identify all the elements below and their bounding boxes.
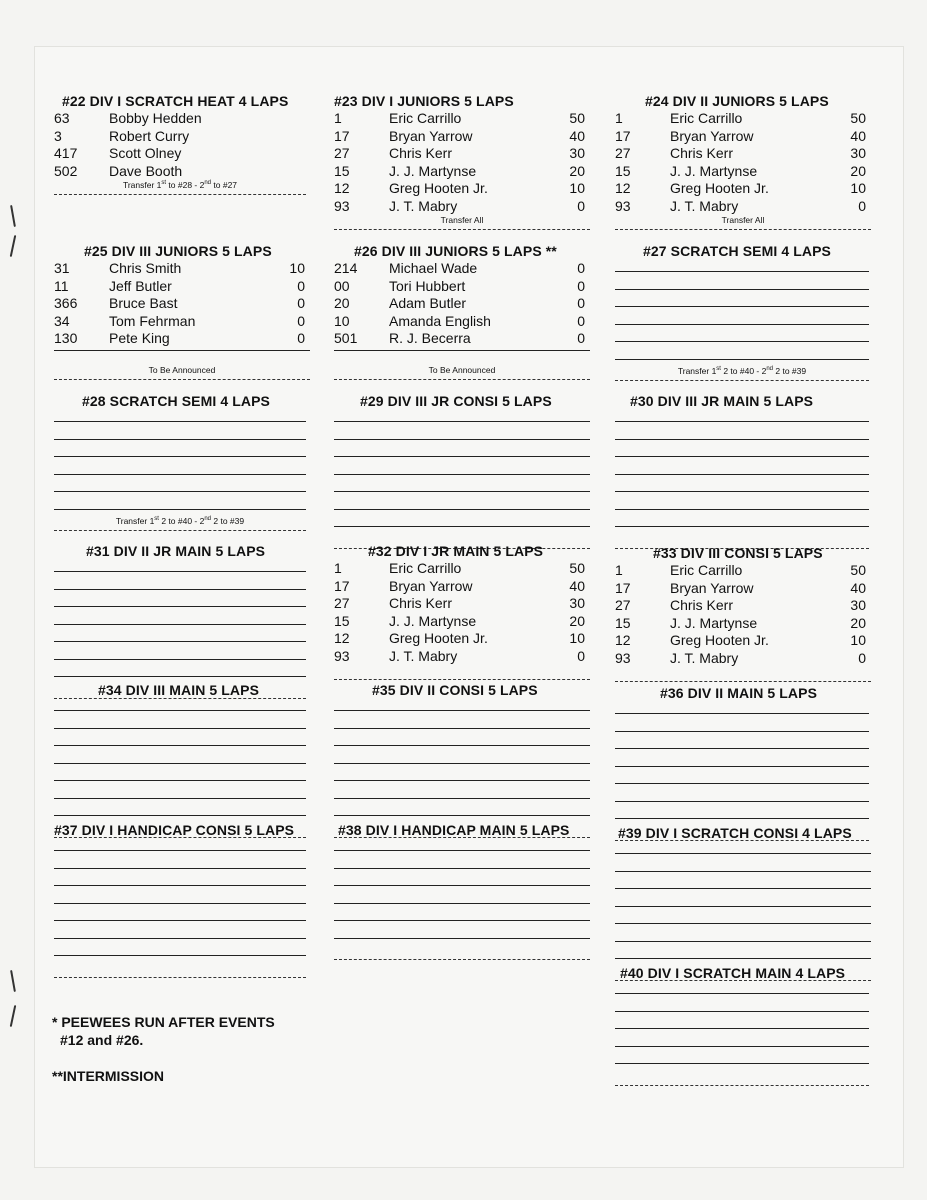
binder-mark: [10, 205, 16, 227]
blank-entry-line: [615, 359, 869, 360]
rider-number: 17: [615, 127, 631, 144]
section-divider: [615, 229, 871, 230]
rider-number: 17: [615, 579, 631, 596]
rider-number: 93: [334, 197, 350, 214]
rider-points: 10: [569, 180, 585, 196]
blank-entry-line: [615, 888, 871, 889]
rider-points: 10: [569, 630, 585, 646]
blank-entry-line: [334, 526, 590, 527]
blank-entry-line: [615, 439, 869, 440]
blank-entry-line: [615, 1011, 869, 1012]
rider-points: 30: [569, 595, 585, 611]
blank-entry-line: [334, 474, 590, 475]
rider-number: 11: [54, 277, 69, 294]
blank-entry-line: [54, 474, 306, 475]
rider-row: [334, 110, 590, 127]
rider-row: [334, 198, 590, 215]
rider-row: [615, 198, 871, 215]
blank-entry-line: [615, 958, 871, 959]
rider-number: 417: [54, 145, 78, 161]
rider-number: 12: [334, 180, 350, 196]
blank-entry-line: [615, 853, 871, 854]
binder-mark: [10, 1005, 17, 1027]
event-title: #28 SCRATCH SEMI 4 LAPS: [82, 393, 270, 409]
rider-number: 63: [54, 110, 70, 126]
footnote-intermission: **INTERMISSION: [52, 1068, 165, 1084]
rider-points: 0: [858, 197, 866, 214]
rider-number: 1: [615, 110, 623, 126]
section-divider: [615, 380, 869, 381]
rider-row: [615, 145, 871, 162]
blank-entry-line: [54, 955, 306, 956]
event-title: #38 DIV I HANDICAP MAIN 5 LAPS: [338, 822, 570, 838]
rider-row: [615, 615, 871, 632]
rider-number: 17: [334, 577, 350, 594]
blank-entry-line: [334, 885, 590, 886]
event-title: #25 DIV III JUNIORS 5 LAPS: [84, 243, 272, 259]
rider-name: Michael Wade: [389, 260, 478, 276]
blank-entry-line: [615, 474, 869, 475]
blank-entry-line: [54, 938, 306, 939]
blank-entry-line: [615, 766, 869, 767]
rider-points: 30: [850, 597, 866, 613]
rider-points: 10: [850, 632, 866, 648]
rider-row: [615, 580, 871, 597]
rider-name: Jeff Butler: [109, 277, 172, 294]
rider-points: 0: [858, 649, 866, 666]
rider-name: Pete King: [109, 330, 170, 346]
rider-name: Eric Carrillo: [670, 562, 743, 578]
blank-entry-line: [54, 780, 306, 781]
rider-row: [615, 163, 871, 180]
section-divider: [334, 959, 590, 960]
blank-entry-line: [334, 868, 590, 869]
blank-entry-line: [54, 815, 306, 816]
section-divider: [334, 379, 590, 380]
blank-entry-line: [334, 903, 590, 904]
blank-entry-line: [54, 589, 306, 590]
blank-entry-line: [615, 783, 869, 784]
rider-name: Bryan Yarrow: [389, 577, 473, 594]
rider-row: [334, 260, 590, 277]
rider-points: 0: [297, 312, 305, 329]
event-title: #35 DIV II CONSI 5 LAPS: [372, 682, 538, 698]
rider-number: 502: [54, 162, 78, 179]
transfer-note: To Be Announced: [148, 365, 216, 375]
rider-name: Tori Hubbert: [389, 277, 466, 294]
rider-points: 30: [569, 145, 585, 161]
rider-number: 20: [334, 295, 350, 311]
rider-number: 15: [615, 162, 631, 179]
blank-entry-line: [615, 271, 869, 272]
blank-entry-line: [615, 526, 869, 527]
rider-name: J. J. Martynse: [389, 162, 477, 179]
rider-name: J. T. Mabry: [389, 647, 458, 664]
blank-entry-line: [54, 350, 310, 351]
blank-entry-line: [615, 731, 869, 732]
rider-points: 30: [850, 145, 866, 161]
event-title: #26 DIV III JUNIORS 5 LAPS **: [354, 243, 557, 259]
rider-points: 50: [850, 562, 866, 578]
rider-name: Chris Kerr: [389, 145, 453, 161]
rider-name: Robert Curry: [109, 127, 190, 144]
rider-name: J. T. Mabry: [670, 649, 739, 666]
blank-entry-line: [334, 710, 590, 711]
event-title: #34 DIV III MAIN 5 LAPS: [98, 682, 260, 698]
blank-entry-line: [334, 780, 590, 781]
footnote-peewees-line1: * PEEWEES RUN AFTER EVENTS: [52, 1014, 275, 1030]
blank-entry-line: [615, 993, 869, 994]
rider-row: [334, 560, 590, 577]
blank-entry-line: [54, 456, 306, 457]
rider-row: [615, 632, 871, 649]
rider-number: 1: [334, 560, 342, 576]
blank-entry-line: [334, 920, 590, 921]
rider-points: 0: [577, 330, 585, 346]
event-title: #31 DIV II JR MAIN 5 LAPS: [86, 543, 266, 559]
rider-name: Amanda English: [389, 312, 491, 329]
rider-row: [334, 578, 590, 595]
blank-entry-line: [54, 659, 306, 660]
rider-number: 27: [615, 597, 631, 613]
section-divider: [54, 977, 306, 978]
rider-points: 50: [850, 110, 866, 126]
rider-name: Bryan Yarrow: [389, 127, 473, 144]
rider-name: Chris Kerr: [389, 595, 453, 611]
footnote-peewees-line2: #12 and #26.: [60, 1032, 144, 1048]
rider-row: [334, 128, 590, 145]
event-title: #33 DIV III CONSI 5 LAPS: [653, 545, 823, 561]
section-divider: [615, 681, 871, 682]
rider-number: 93: [615, 649, 631, 666]
blank-entry-line: [615, 306, 869, 307]
rider-row: [54, 313, 310, 330]
rider-row: [54, 278, 310, 295]
rider-number: 366: [54, 295, 78, 311]
rider-row: [615, 110, 871, 127]
rider-points: 40: [569, 577, 585, 594]
rider-number: 1: [615, 562, 623, 578]
blank-entry-line: [54, 710, 306, 711]
event-title: #40 DIV I SCRATCH MAIN 4 LAPS: [620, 965, 846, 981]
blank-entry-line: [54, 571, 306, 572]
rider-row: [615, 597, 871, 614]
blank-entry-line: [54, 676, 306, 677]
rider-name: Chris Smith: [109, 260, 182, 276]
transfer-note: Transfer 1st to #28 - 2nd to #27: [122, 180, 238, 190]
rider-number: 12: [334, 630, 350, 646]
blank-entry-line: [615, 801, 869, 802]
rider-points: 0: [297, 295, 305, 311]
event-title: #37 DIV I HANDICAP CONSI 5 LAPS: [54, 822, 295, 838]
rider-points: 20: [569, 162, 585, 179]
binder-mark: [10, 235, 17, 257]
rider-row: [54, 260, 310, 277]
blank-entry-line: [615, 1028, 869, 1029]
blank-entry-line: [334, 491, 590, 492]
blank-entry-line: [54, 745, 306, 746]
blank-entry-line: [54, 798, 306, 799]
rider-points: 0: [577, 197, 585, 214]
transfer-note: Transfer All: [440, 215, 484, 225]
event-title: #22 DIV I SCRATCH HEAT 4 LAPS: [62, 93, 289, 109]
event-title: #39 DIV I SCRATCH CONSI 4 LAPS: [618, 825, 852, 841]
blank-entry-line: [615, 713, 869, 714]
transfer-note: To Be Announced: [428, 365, 496, 375]
rider-row: [334, 595, 590, 612]
rider-number: 34: [54, 312, 70, 329]
rider-number: 15: [334, 162, 350, 179]
rider-row: [334, 163, 590, 180]
rider-name: Chris Kerr: [670, 145, 734, 161]
blank-entry-line: [615, 289, 869, 290]
rider-row: [334, 180, 590, 197]
rider-name: Bruce Bast: [109, 295, 178, 311]
rider-points: 10: [850, 180, 866, 196]
rider-number: 12: [615, 180, 631, 196]
rider-name: Greg Hooten Jr.: [389, 630, 488, 646]
blank-entry-line: [54, 885, 306, 886]
rider-row: [334, 278, 590, 295]
blank-entry-line: [615, 341, 869, 342]
blank-entry-line: [334, 456, 590, 457]
section-divider: [54, 194, 306, 195]
blank-entry-line: [615, 818, 869, 819]
rider-row: [615, 180, 871, 197]
rider-row: [615, 562, 871, 579]
blank-entry-line: [54, 903, 306, 904]
rider-row: [334, 313, 590, 330]
section-divider: [54, 530, 306, 531]
rider-row: [334, 295, 590, 312]
rider-name: Bryan Yarrow: [670, 579, 754, 596]
rider-number: 27: [615, 145, 631, 161]
rider-row: [615, 650, 871, 667]
rider-number: 1: [334, 110, 342, 126]
rider-number: 31: [54, 260, 70, 276]
binder-mark: [10, 970, 16, 992]
blank-entry-line: [334, 728, 590, 729]
rider-row: [54, 163, 306, 180]
rider-number: 93: [334, 647, 350, 664]
rider-row: [334, 613, 590, 630]
rider-name: Dave Booth: [109, 162, 183, 179]
rider-points: 20: [850, 162, 866, 179]
rider-number: 17: [334, 127, 350, 144]
rider-number: 15: [334, 612, 350, 629]
blank-entry-line: [615, 1046, 869, 1047]
rider-row: [54, 330, 310, 347]
event-title: #32 DIV I JR MAIN 5 LAPS: [368, 543, 544, 559]
blank-entry-line: [54, 606, 306, 607]
rider-number: 214: [334, 260, 358, 276]
rider-row: [334, 630, 590, 647]
blank-entry-line: [54, 491, 306, 492]
rider-name: Greg Hooten Jr.: [670, 180, 769, 196]
blank-entry-line: [334, 798, 590, 799]
rider-row: [54, 295, 310, 312]
rider-name: Adam Butler: [389, 295, 467, 311]
rider-row: [334, 648, 590, 665]
rider-name: Greg Hooten Jr.: [670, 632, 769, 648]
rider-row: [54, 110, 306, 127]
blank-entry-line: [54, 641, 306, 642]
blank-entry-line: [334, 350, 590, 351]
rider-points: 50: [569, 560, 585, 576]
event-title: #30 DIV III JR MAIN 5 LAPS: [630, 393, 814, 409]
rider-points: 50: [569, 110, 585, 126]
blank-entry-line: [334, 439, 590, 440]
blank-entry-line: [54, 624, 306, 625]
rider-row: [54, 145, 306, 162]
rider-number: 93: [615, 197, 631, 214]
blank-entry-line: [615, 871, 871, 872]
rider-name: J. T. Mabry: [670, 197, 739, 214]
blank-entry-line: [334, 763, 590, 764]
blank-entry-line: [54, 763, 306, 764]
blank-entry-line: [54, 920, 306, 921]
rider-points: 20: [850, 614, 866, 631]
rider-name: Bobby Hedden: [109, 110, 202, 126]
rider-number: 00: [334, 277, 350, 294]
event-title: #24 DIV II JUNIORS 5 LAPS: [645, 93, 829, 109]
rider-number: 501: [334, 330, 358, 346]
rider-points: 0: [297, 330, 305, 346]
blank-entry-line: [334, 509, 590, 510]
rider-points: 0: [577, 260, 585, 276]
rider-number: 10: [334, 312, 350, 329]
rider-row: [334, 330, 590, 347]
transfer-note: Transfer 1st 2 to #40 - 2nd 2 to #39: [677, 366, 807, 376]
event-title: #23 DIV I JUNIORS 5 LAPS: [334, 93, 514, 109]
rider-points: 10: [289, 260, 305, 276]
rider-name: Eric Carrillo: [670, 110, 743, 126]
blank-entry-line: [615, 1063, 869, 1064]
rider-number: 15: [615, 614, 631, 631]
rider-name: R. J. Becerra: [389, 330, 471, 346]
rider-number: 130: [54, 330, 78, 346]
blank-entry-line: [54, 421, 306, 422]
rider-row: [334, 145, 590, 162]
section-divider: [54, 379, 310, 380]
rider-name: J. J. Martynse: [670, 162, 758, 179]
rider-name: J. T. Mabry: [389, 197, 458, 214]
rider-name: Bryan Yarrow: [670, 127, 754, 144]
blank-entry-line: [334, 745, 590, 746]
rider-number: 27: [334, 145, 350, 161]
rider-name: Chris Kerr: [670, 597, 734, 613]
rider-name: J. J. Martynse: [670, 614, 758, 631]
blank-entry-line: [615, 906, 871, 907]
blank-entry-line: [334, 938, 590, 939]
transfer-note: Transfer All: [721, 215, 765, 225]
blank-entry-line: [615, 421, 869, 422]
blank-entry-line: [615, 491, 869, 492]
rider-name: Tom Fehrman: [109, 312, 196, 329]
rider-points: 0: [297, 277, 305, 294]
blank-entry-line: [54, 728, 306, 729]
rider-points: 0: [577, 312, 585, 329]
rider-points: 40: [850, 127, 866, 144]
rider-name: Greg Hooten Jr.: [389, 180, 488, 196]
rider-points: 0: [577, 647, 585, 664]
blank-entry-line: [54, 850, 306, 851]
rider-name: Scott Olney: [109, 145, 182, 161]
rider-points: 0: [577, 295, 585, 311]
rider-row: [54, 128, 306, 145]
blank-entry-line: [615, 923, 871, 924]
blank-entry-line: [615, 324, 869, 325]
section-divider: [334, 229, 590, 230]
event-title: #29 DIV III JR CONSI 5 LAPS: [360, 393, 552, 409]
rider-row: [615, 128, 871, 145]
section-divider: [334, 679, 590, 680]
rider-name: J. J. Martynse: [389, 612, 477, 629]
event-title: #36 DIV II MAIN 5 LAPS: [660, 685, 818, 701]
rider-name: Eric Carrillo: [389, 560, 462, 576]
blank-entry-line: [54, 439, 306, 440]
rider-points: 0: [577, 277, 585, 294]
blank-entry-line: [54, 868, 306, 869]
section-divider: [615, 1085, 869, 1086]
blank-entry-line: [334, 815, 590, 816]
rider-points: 20: [569, 612, 585, 629]
rider-number: 27: [334, 595, 350, 611]
rider-points: 40: [569, 127, 585, 144]
blank-entry-line: [54, 509, 306, 510]
rider-points: 40: [850, 579, 866, 596]
blank-entry-line: [615, 509, 869, 510]
blank-entry-line: [334, 850, 590, 851]
blank-entry-line: [615, 748, 869, 749]
rider-name: Eric Carrillo: [389, 110, 462, 126]
rider-number: 12: [615, 632, 631, 648]
rider-number: 3: [54, 127, 62, 144]
transfer-note: Transfer 1st 2 to #40 - 2nd 2 to #39: [115, 516, 245, 526]
blank-entry-line: [615, 456, 869, 457]
blank-entry-line: [615, 941, 871, 942]
blank-entry-line: [334, 421, 590, 422]
event-title: #27 SCRATCH SEMI 4 LAPS: [643, 243, 831, 259]
